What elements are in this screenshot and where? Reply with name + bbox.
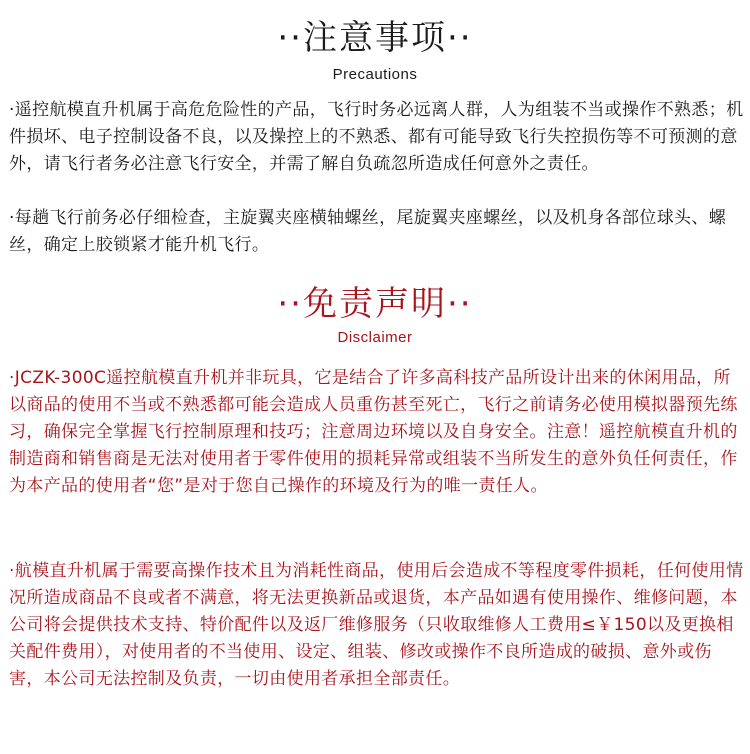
precautions-subtitle: Precautions: [332, 66, 418, 83]
disclaimer-item-2: ·航模直升机属于需要高操作技术且为消耗性商品，使用后会造成不等程度零件损耗，任何使用情况所造成商品不良或者不满意，将无法更换新品或退货，本产品如遇有使用操作、维修问题，本公司将会提供技术支持、特价配件以及返厂维修服务（只收取维修人工费用≤￥150以及更换相关配件费用），对使用者的不当使用、设定、组装、修改或操作不良所造成的破损、意外或伤害，本公司无法控制及负责，一切由使用者承担全部责任。: [9, 561, 744, 689]
precautions-title: ··注意事项··: [277, 18, 473, 58]
disclaimer-subtitle: Disclaimer: [337, 329, 413, 346]
precautions-item-2: ·每趟飞行前务必仔细检查，主旋翼夹座横轴螺丝，尾旋翼夹座螺丝，以及机身各部位球头、螺丝，确定上胶锁紧才能升机飞行。: [9, 208, 727, 255]
disclaimer-item-1: ·JCZK-300C遥控航模直升机并非玩具，它是结合了许多高科技产品所设计出来的休闲用品，所以商品的使用不当或不熟悉都可能会造成人员重伤甚至死亡，飞行之前请务必使用模拟器预先练习，确保完全掌握飞行控制原理和技巧；注意周边环境以及自身安全。注意！遥控航模直升机的制造商和销售商是无法对使用者于零件使用的损耗异常或组装不当所发生的意外负任何责任，作为本产品的使用者“您”是对于您自己操作的环境及行为的唯一责任人。: [9, 368, 738, 496]
precautions-item-1: ·遥控航模直升机属于高危危险性的产品，飞行时务必远离人群，人为组装不当或操作不熟悉；机件损坏、电子控制设备不良，以及操控上的不熟悉、都有可能导致飞行失控损伤等不可预测的意外，请飞行者务必注意飞行安全，并需了解自负疏忽所造成任何意外之责任。: [9, 100, 744, 174]
disclaimer-title: ··免责声明··: [277, 284, 473, 324]
